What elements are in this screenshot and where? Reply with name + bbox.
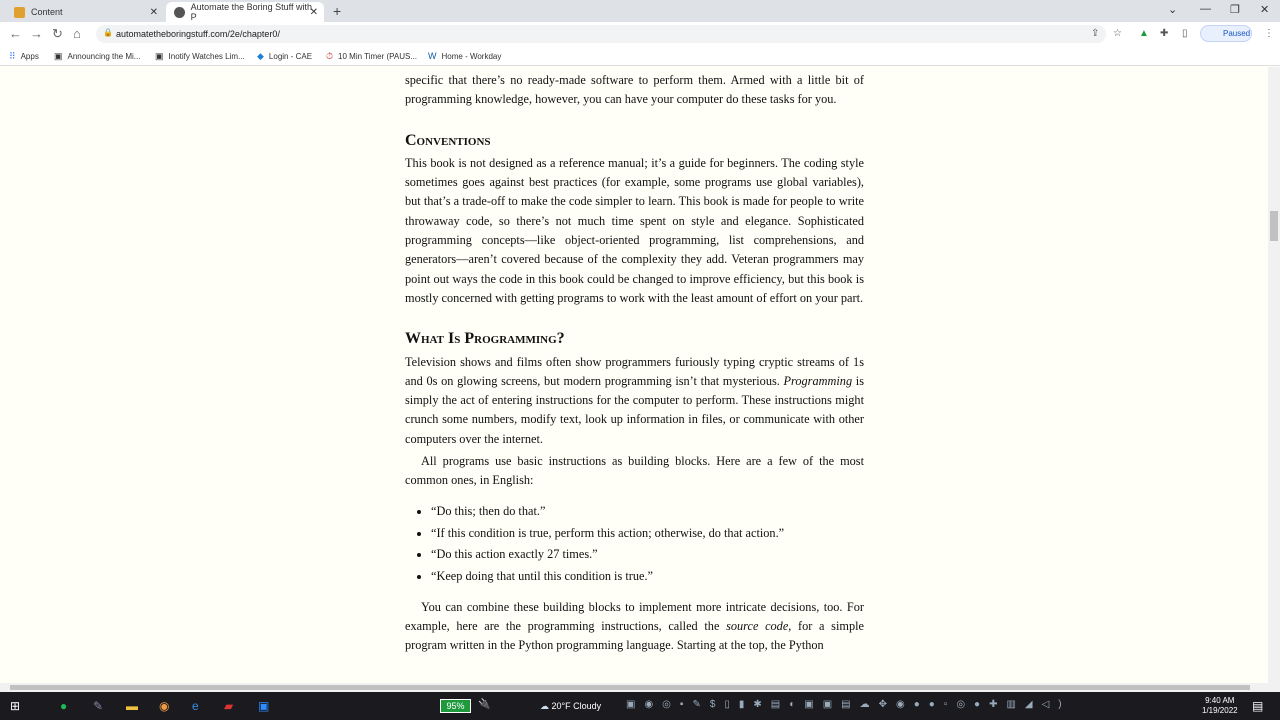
timer-icon: ⏱ xyxy=(326,51,334,61)
programming-paragraph xyxy=(405,353,864,449)
bookmark-star-icon[interactable]: ☆ xyxy=(1113,28,1122,39)
url-text: automatetheboringstuff.com/2e/chapter0/ xyxy=(116,29,280,39)
emphasis: source code xyxy=(726,618,789,633)
emphasis: Programming xyxy=(783,373,853,388)
menu-icon[interactable]: ⋮ xyxy=(1264,28,1274,39)
bookmark-login-cae[interactable] xyxy=(257,51,312,62)
bookmarks-bar xyxy=(0,46,1280,66)
intro-paragraph: specific that there’s no ready-made software to perform them. Armed with a little bit of programming knowledge, however, you can have your computer do these tasks for you. xyxy=(405,73,864,107)
tab-automate[interactable] xyxy=(166,2,324,22)
close-icon[interactable]: ✕ xyxy=(309,6,318,18)
cloud-icon: ☁ xyxy=(540,701,549,711)
file-explorer-icon[interactable]: ▬ xyxy=(126,699,138,713)
bookmark-announcing[interactable] xyxy=(54,51,140,62)
tray-icons[interactable]: ▣◉◎▪✎$▯▮✱▤◐▣▣▤☁✥◉●●▫◎●✚▥◢◁) xyxy=(626,699,1071,710)
spotify-icon[interactable]: ● xyxy=(60,699,68,713)
text: is simply the act of entering instructions for the computer to perform. These instructions might crunch some numbers, modify text, look up information in files, or communicate with other computers over the internet. xyxy=(405,373,864,446)
app-icon[interactable]: ✎ xyxy=(93,699,104,713)
side-panel-icon[interactable]: ▯ xyxy=(1182,28,1188,39)
scroll-thumb[interactable] xyxy=(10,685,1250,690)
bookmark-workday[interactable] xyxy=(428,51,501,61)
page-icon: ▣ xyxy=(155,51,164,61)
content-favicon-icon xyxy=(14,7,25,18)
page-viewport xyxy=(0,67,1268,683)
home-button[interactable]: ⌂ xyxy=(73,26,81,41)
plug-icon: 🔌 xyxy=(478,699,491,710)
battery-indicator[interactable] xyxy=(440,699,471,713)
back-button[interactable]: ← xyxy=(9,26,22,41)
time: 9:40 AM xyxy=(1205,696,1235,705)
tab-content[interactable] xyxy=(6,2,164,22)
text: Television shows and films often show programmers furiously typing cryptic streams of 1s and 0s on glowing screens, but modern programming isn’t that mysterious. xyxy=(405,354,864,388)
heading-conventions: Conventions xyxy=(405,131,491,149)
bookmark-label: Home - Workday xyxy=(441,51,502,61)
apps-grid-icon: ⠿ xyxy=(9,51,16,61)
tab-bar xyxy=(0,0,1280,22)
forward-button[interactable]: → xyxy=(30,26,43,41)
bookmark-timer[interactable] xyxy=(326,51,417,62)
share-icon[interactable]: ⇪ xyxy=(1091,28,1100,39)
zoom-icon[interactable]: ▣ xyxy=(258,699,270,713)
bookmark-label: Inotify Watches Lim... xyxy=(168,52,245,61)
address-bar[interactable] xyxy=(96,25,1106,43)
text: You can combine these building blocks to implement more intricate decisions, too. For example, here are the programming instructions, called the xyxy=(405,599,864,633)
source-code-paragraph xyxy=(405,598,864,656)
list-item: • “Keep doing that until this condition is true.” xyxy=(431,567,864,586)
lock-icon: 🔒 xyxy=(103,28,113,37)
battery-percent: 95% xyxy=(446,701,465,711)
bookmark-label: Apps xyxy=(20,52,39,61)
scroll-thumb[interactable] xyxy=(1270,211,1278,241)
tab-label: Content xyxy=(31,7,63,17)
workday-icon: W xyxy=(428,51,437,61)
browser-toolbar xyxy=(0,22,1280,46)
building-blocks-paragraph: All programs use basic instructions as building blocks. Here are a few of the most common ones, in English: xyxy=(405,454,864,488)
date: 1/19/2022 xyxy=(1202,706,1238,715)
weather-text: 20°F Cloudy xyxy=(551,701,602,711)
text: , for a simple program written in the Python programming language. Starting at the top, the Python xyxy=(405,618,864,653)
notifications-icon[interactable]: ▤ xyxy=(1252,699,1264,713)
bookmark-label: Announcing the Mi... xyxy=(67,52,141,61)
voice-meeter-icon[interactable]: ▰ xyxy=(224,699,234,713)
instruction-list xyxy=(431,502,864,587)
extensions-icon[interactable]: ✚ xyxy=(1160,28,1169,39)
bookmark-label: Login - CAE xyxy=(268,52,313,61)
list-item: • “If this condition is true, perform this action; otherwise, do that action.” xyxy=(431,524,864,543)
tab-search-icon[interactable]: ⌄ xyxy=(1168,4,1178,16)
chrome-icon[interactable]: ◉ xyxy=(159,699,170,713)
taskbar xyxy=(0,692,1280,720)
drive-extension-icon[interactable]: ▲ xyxy=(1139,28,1149,39)
bookmark-inotify[interactable] xyxy=(155,51,245,62)
globe-icon xyxy=(174,7,185,18)
edge-icon[interactable]: e xyxy=(192,699,199,713)
close-icon[interactable]: ✕ xyxy=(149,6,158,18)
restore-button[interactable]: ❐ xyxy=(1230,4,1240,16)
tab-label: Automate the Boring Stuff with P xyxy=(190,2,313,22)
reload-button[interactable]: ↻ xyxy=(52,26,63,41)
weather-widget[interactable] xyxy=(540,701,601,712)
minimize-button[interactable]: — xyxy=(1200,3,1211,15)
bookmark-apps[interactable] xyxy=(9,51,39,62)
list-item: • “Do this; then do that.” xyxy=(431,502,864,521)
profile-button[interactable] xyxy=(1200,25,1252,42)
horizontal-scrollbar[interactable] xyxy=(0,683,1280,692)
close-window-button[interactable]: ✕ xyxy=(1260,4,1270,16)
page-icon: ▣ xyxy=(54,51,63,61)
diamond-icon: ◆ xyxy=(257,51,264,61)
new-tab-button[interactable]: + xyxy=(333,3,342,19)
windows-start-icon[interactable]: ⊞ xyxy=(10,699,21,713)
bookmark-label: 10 Min Timer (PAUS... xyxy=(338,52,418,61)
article xyxy=(405,71,864,656)
list-item: • “Do this action exactly 27 times.” xyxy=(431,545,864,564)
conventions-paragraph: This book is not designed as a reference manual; it’s a guide for beginners. The coding style sometimes goes against best practices (for example, some programs use global variables), but that’s a trade-off to make the code simpler to learn. This book is made for people to write throwaway code, so there’s not much time spent on style and elegance. Sophisticated programming concepts—like object-oriented programming, list comprehensions, and generators—aren’t covered because of the complexity they add. Veteran programmers may point out ways the code in this book could be changed to improve efficiency, but this book is mostly concerned with getting programs to work with the least amount of effort on your part. xyxy=(405,155,864,305)
vertical-scrollbar[interactable] xyxy=(1268,67,1280,683)
profile-status: Paused xyxy=(1223,29,1251,38)
clock[interactable] xyxy=(1202,696,1238,716)
heading-what-is-programming: What Is Programming? xyxy=(405,330,565,348)
